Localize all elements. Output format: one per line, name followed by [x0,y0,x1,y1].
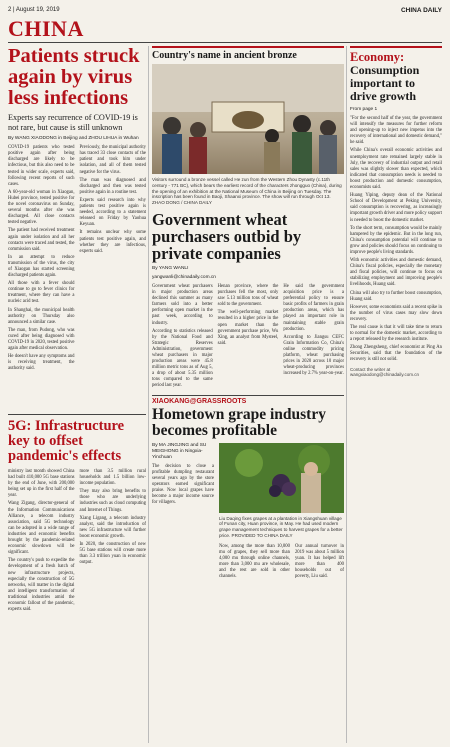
fiveg-col-1 [8,469,75,615]
lead-paragraph: COVID-19 patients who tested positive again after being discharged are likely to be infectious, but this also need to be tested in wider scale, experts said, following recent reports of such cases. [8,145,75,187]
economy-paragraph: The real cause is that it will take time to return to normal for the domestic market, according to a report released by the research institute. [350,325,442,343]
lead-headline[interactable]: Patients struck again by virus less infections [8,46,140,109]
gov-paragraph: The well-performing market resulted in a higher price in the open market than the government purchase price, Wu Xing, an analyst from Mysteel, said. [217,310,279,346]
economy-story [350,46,442,745]
grape-more-text [219,544,344,583]
fiveg-story [8,414,146,615]
economy-contact[interactable]: Contact the writer at wangxiaodong@chinadaily.com.cn [350,366,420,378]
gov-col-1 [152,284,213,392]
middle-column [152,46,344,745]
gov-body [152,284,344,392]
gov-col-3 [283,284,344,392]
grape-photo-illustration [219,443,344,513]
lead-story [8,46,146,745]
grape-text-col [152,443,214,583]
economy-paragraph: However, some economists said a recent spike in the number of virus cases may slow down recovery. [350,304,442,322]
column-divider [148,46,149,743]
fiveg-paragraph: The country's push to expedite the development of a fresh batch of new infrastructure projects, especially the construction of 5G networks, will matter in the digital and intelligent transformation of traditional industries amid the economic fallout of the pandemic, experts said. [8,558,75,613]
lead-col-1 [8,145,75,374]
economy-paragraph: Zhong Zhengsheng, chief economist at Ping An Securities, said that the foundation of the recovery is still not solid. [350,345,442,363]
ancient-section-title: Country's name in ancient bronze [152,46,344,61]
fiveg-paragraph: Xiang Ligang, a telecom industry analyst, said the introduction of new 5G infrastructure will further boost economic growth. [79,515,146,539]
economy-rule [350,46,442,48]
top-divider [8,42,442,43]
fiveg-paragraph: In 2020, the construction of new 5G base stations will create more than 3.3 trillion yuan in economic output. [79,542,146,566]
fiveg-headline[interactable]: 5G: Infrastructure key to offset pandemic's effects [8,418,125,464]
column-divider [346,46,347,743]
grape-paragraph: Our annual turnover in 2019 was about 5 million yuan. It has helped lift more than 400 households out of poverty, Liu said. [294,543,344,580]
masthead [8,4,442,16]
economy-paragraph: Huang Yiping, deputy dean of the National School of Development at Peking University, said consumption is recovering, as increasingly important growth driver and more policy support is needed to boost the domestic market. [350,193,442,223]
lead-paragraph: It remains unclear why some patients test positive again, and whether they are infectious, experts said. [79,230,146,254]
museum-photo[interactable] [152,64,344,174]
economy-paragraph: To the short term, consumption would be mainly hampered by the epidemic. But in the long run, China's consumption potential will continue to grow and policies should focus on continuing to improve people's living standards. [350,225,442,255]
lead-paragraph: The man, from Pudong, who was cured after being diagnosed with COVID-19 in 2020, tested positive again after medical observation. [8,327,75,352]
museum-photo-caption: Visitors surround a bronze vessel called He zun from the Western Zhou Dynasty (c.11th century - 771 BC), which bears the earliest record of the characters zhongguo (China), during the opening of an exhibition at the National Museum of China in Beijing on Tuesday. The inscription has been found in Baoji, Shaanxi province. The show will run through Oct 13. ZHAO DONG / CHINA DAILY [152,177,342,206]
fiveg-col-2 [80,469,147,615]
economy-from: From page 1 [350,107,378,112]
lead-paragraph: Previously, the municipal authority has traced 33 close contacts of the patient and took him under isolation, and all of them tested negative for the virus. [79,145,146,175]
fiveg-paragraph: They may also bring benefits to those who are underlying industries such as cloud computing and Internet of Things. [79,489,146,513]
gov-email[interactable]: yangwanli@chinadaily.com.cn [152,274,216,280]
gov-paragraph: According to statistics released by the National Food and Strategic Reserves Administration, government wheat purchasers in major production areas were 45.8 million metric tons as of Aug 5, a drop of about 5.35 million tons compared to the same period last year. [152,328,213,389]
lead-paragraph: All those with a fever should continue to go to fever clinics for treatment, where they can have a nucleic acid test. [8,281,75,305]
grape-story [152,443,344,583]
lead-body [8,145,146,374]
lead-deck: Experts say recurrence of COVID-19 is not rare, but cause is still unknown [8,113,138,132]
grassroots-section-title: XIAOKANG@GRASSROOTS [152,395,344,405]
grape-paragraph: Now, among the more than 10,000 mu of grapes, they sell more than 4,000 mu through online channels, more than 3,000 mu are wholesale, and the rest are sold in other channels. [219,543,290,580]
gov-paragraph: He said the government acquisition price is a preferential policy to ensure basic profits of farmers in grain production areas, which has played an important role in maintaining stable grain production. [283,283,344,332]
grape-headline[interactable]: Hometown grape industry becomes profitable [152,405,326,439]
economy-label: Economy: [350,50,405,64]
fiveg-paragraph: ministry last month showed China had built 410,000 5G base stations by the end of June, with 200,000 being set up in the first half of the year. [8,469,75,499]
lead-paragraph: He doesn't have any symptoms and is receiving treatment, the authority said. [8,354,75,372]
lead-paragraph: In an attempt to reduce transmission of the virus, the city of Xiaogan has started screening discharged patients again. [8,254,75,279]
gov-headline[interactable]: Government wheat purchasers outbid by private companies [152,209,302,263]
page-date: 2 | August 19, 2019 [8,7,60,13]
grape-photo-col [219,443,344,583]
gov-paragraph: Henan province, where the purchases fell the most, only saw 5.13 million tons of wheat sold to the government. [217,283,279,308]
lead-byline: By WANG XIAODONG in Beijing and ZHOU LIHUA in Wuhan [8,136,139,142]
section-title: CHINA [8,16,84,41]
lead-paragraph: A 60-year-old woman in Xiaogan, Hubei province, tested positive for the novel coronavirus on Sunday, several months after she was discharged. All close contacts tested negative. [8,189,75,226]
grape-photo[interactable] [219,443,344,513]
economy-headline[interactable]: Consumption important to drive growth [350,63,420,103]
lead-paragraph: In Shanghai, the municipal health authority on Thursday also announced a similar case. [8,307,75,325]
fiveg-body [8,469,146,615]
museum-photo-illustration [152,64,344,174]
economy-paragraph: "For the second half of the year, the government will intensify the measures for further reform and opening-up to inject new impetus into the recovery of international and domestic demand," he said. [350,116,442,146]
economy-paragraph: With economic activities and domestic demand, China's fiscal policies, especially the monetary and fiscal policies, will continue to focus on stabilizing employment and improving people's livelihoods, Huang said. [350,258,442,288]
fiveg-paragraph: Wang Zigang, director-general of the Information Communications Alliance, a telecom industry association, said 5G technology can be adopted in a wide range of industries and economic benefits brought by the pandemic-related economic slowdown will be significant. [8,501,75,556]
grape-photo-caption: Liu Daqing fixes grapes at a plantation in Xiangshuan village of Funan city, Huan province, in May. He had used modern grape management techniques to harvest grapes for a better price. PROVIDED TO CHINA DAILY [219,515,343,538]
gov-paragraph: According to Jiangsu CEFC Grain Information Co, China's online commodity pricing platform, wheat purchasing prices in 2020 across 10 major wheat-producing provinces increased by 2.7% year-on-year. [283,334,344,377]
economy-paragraph: China will also try to further boost consumption, Huang said. [350,290,442,302]
lead-paragraph: Experts said research into why patients test positive again is needed, according to a statement released on Friday by Yaohua Keyuan. [79,197,146,228]
economy-paragraph: While China's overall economic activities and unemployment rate remained largely stable in July, the recovery of industrial output and retail sales was slightly slower than expected, which indicated that consumption needs is needed to boost production and domestic consumption, economists said. [350,148,442,191]
grape-paragraph: The decision to close a profitable dumpling restaurant several years ago by the store operators earned significant praise. Now local grapes have become a major income source for villagers. [152,463,214,506]
lead-paragraph: The patient had received treatment again under isolation and all her contacts were traced and tested, the commission said. [8,228,75,252]
gov-byline: By YANG WANLI [152,265,189,271]
lead-paragraph: The man was diagnosed and discharged and then was tested positive again in a routine test. [79,177,146,195]
paper-name: CHINA DAILY [400,6,442,14]
fiveg-paragraph: more than 3.5 million rural households and 1.5 billion low-income population. [79,469,146,487]
gov-paragraph: Government wheat purchasers in major production areas declined this summer as many farmers sold into a better performing open market in the past week, according to industry. [152,283,213,326]
grape-byline: By MA JINGJING and SU MEIGHONG in Ningxia-Yinchuan [152,442,207,460]
gov-col-2 [218,284,279,392]
story-divider [8,414,146,415]
lead-col-2 [80,145,147,374]
